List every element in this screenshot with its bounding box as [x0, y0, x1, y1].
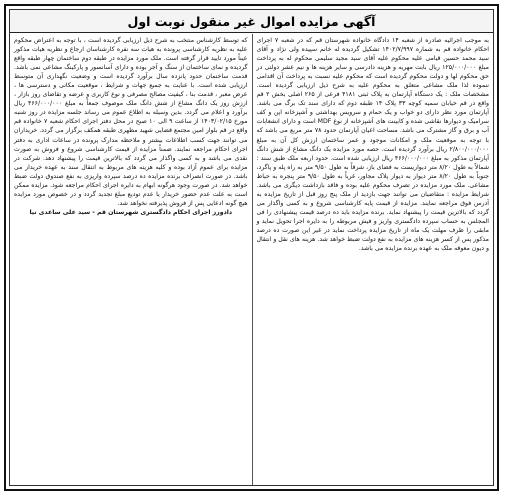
notice-columns	[10, 34, 493, 485]
notice-frame	[9, 9, 494, 486]
auction-notice	[4, 4, 499, 491]
left-column	[10, 34, 252, 485]
title-bar	[10, 10, 493, 33]
right-column	[252, 34, 494, 485]
signature-line: دادورز اجرای احکام دادگستری شهرستان قم - سید علی ساعدی نیا	[29, 208, 233, 216]
right-column-text: به موجب اجرائیه صادره از شعبه ۱۴ دادگاه خانواده شهرستان قم که در شعبه ۷ اجرای احکام خانواده قم به شماره ۱۴۰۲/۷/۹۹۷ تشکیل گردیده له خانم سپیده ولی نژاد و آقای سید محمد حسین قیامی علیه محکوم علیه آقای سید مجید سلیمی محکوم له به پرداخت مبلغ ۱۲۵/۰۰۰/۰۰۰ ریال بابت مهریه و هزینه دادرسی و سایر هزینه ها و نیم عشر دولتی در حق محکوم لها و دولت محکوم گردیده است که محکوم علیه نسبت به پرداخت آن اقدامی ننموده لذا ملک مشاعی متعلق به محکوم علیه به شرح ذیل ارزیابی گردیده است. مشخصات ملک : یک دستگاه آپارتمان به پلاک ثبتی ۴۱۸۱ فرعی از ۲۶۵ اصلی بخش ۲ قم واقع در قم خیابان سمیه کوچه ۳۳ پلاک ۱۴ طبقه دوم که دارای سند تک برگ می باشد. آپارتمان مورد نظر دارای دو خواب و یک حمام و سرویس بهداشتی و آشپزخانه اپن و کف سرامیک و دیوارها نقاشی شده و کابینت های آشپزخانه از نوع MDF است و دارای انشعابات آب و برق و گاز مشترک می باشد. مساحت اعیان آپارتمان حدود ۷۸ متر مربع می باشد که با توجه به موقعیت ملک و امکانات موجود و عمر ساختمان ارزش کل آن به مبلغ ۲/۸۰۰/۰۰۰/۰۰۰ ریال برآورد گردیده است. حصه مورد مزایده یک دانگ مشاع از شش دانگ آپارتمان مذکور به مبلغ ۴۶۶/۰۰۰/۰۰۰ ریال ارزیابی شده است. حدود اربعه ملک طبق سند : شمالاً به طول ۸/۲۰ متر دیواریست به فضای باز، شرقاً به طول ۹/۵۰ متر به راه پله و پاگرد، جنوباً به طول ۸/۲۰ متر دیوار به دیوار پلاک مجاور، غرباً به طول ۹/۵۰ متر پنجره به حیاط مشاعی. ملک مورد مزایده در تصرف محکوم علیه بوده و فاقد بازداشت دیگری می باشد. شرایط مزایده : متقاضیان می توانند جهت بازدید از ملک پنج روز قبل از تاریخ مزایده به آدرس فوق مراجعه نمایند. مزایده از قیمت پایه کارشناسی شروع و به کسی واگذار می گردد که بالاترین قیمت را پیشنهاد نماید. برنده مزایده باید ده درصد قیمت پیشنهادی را فی المجلس به حساب سپرده دادگستری واریز و فیش مربوطه را به دایره اجرا تحویل نماید و مابقی را ظرف مهلت یک ماه از تاریخ مزایده پرداخت نماید در غیر این صورت ده درصد مذکور پس از کسر هزینه های مزایده به نفع دولت ضبط خواهد شد. هزینه های نقل و انتقال و دیون معوقه ملک به عهده برنده مزایده می باشد.	[256, 37, 490, 253]
left-column-text: که توسط کارشناس منتخب به شرح ذیل ارزیابی گردیده است ، با توجه به اعتراض محکوم علیه به نظریه کارشناسی پرونده به هیات سه نفره کارشناسان ارجاع و نظریه هیات مذکور عیناً مورد تایید قرار گرفته است. ملک مورد مزایده در طبقه دوم ساختمان چهار طبقه واقع گردیده و نمای ساختمان از سنگ و آجر بوده و دارای آسانسور و پارکینگ مشاعی نمی باشد. قدمت ساختمان حدود پانزده سال برآورد گردیده است و وضعیت نگهداری آن متوسط ارزیابی شده است. با عنایت به جمیع جهات و شرایط ، موقعیت مکانی و دسترسی ها ، عرض معبر ، قدمت بنا ، کیفیت مصالح مصرفی و نوع کاربری و عرضه و تقاضای روز بازار ، ارزش روز یک دانگ مشاع از شش دانگ ملک موصوف جمعاً به مبلغ ۴۶۶/۰۰۰/۰۰۰ ریال برآورد و اعلام می گردد. بدین وسیله به اطلاع عموم می رساند جلسه مزایده در روز شنبه مورخ ۱۴۰۳/۰۲/۱۵ از ساعت ۹ الی ۱۰ صبح در محل دفتر اجرای احکام شعبه ۷ خانواده قم واقع در قم بلوار امین مجتمع قضایی شهید مطهری طبقه همکف برگزار می گردد. خریداران می توانند جهت کسب اطلاعات بیشتر و ملاحظه مدارک پرونده در ساعات اداری به دفتر اجرای احکام مراجعه نمایند. ضمناً مزایده از قیمت کارشناسی شروع و فروش به صورت نقدی می باشد و به کسی واگذار می گردد که بالاترین قیمت را پیشنهاد دهد. شرکت در مزایده برای عموم آزاد بوده و کلیه هزینه های مربوط به انتقال سند به عهده خریدار می باشد. در صورت انصراف برنده مزایده ده درصد سپرده واریزی به نفع صندوق دولت ضبط خواهد شد. در صورت وجود هرگونه ابهام به دایره اجرای احکام مراجعه شود. مزایده ممکن است به علت عدم حضور خریدار یا عدم تودیع مبلغ تجدید گردد و در خصوص مورد مزایده هیچ گونه ادعایی پس از فروش پذیرفته نخواهد شد.	[14, 37, 248, 207]
notice-title: آگهی مزایده اموال غیر منقول نوبت اول	[127, 13, 376, 29]
